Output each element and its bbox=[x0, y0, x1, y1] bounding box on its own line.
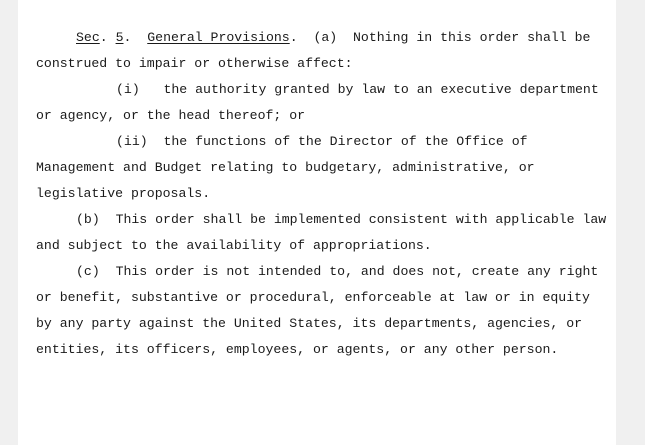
paragraph-a-start: . (a) Nothing in this order shall be bbox=[289, 30, 591, 45]
document-page bbox=[18, 0, 616, 445]
section-number: 5 bbox=[115, 30, 124, 45]
section-label-separator: . bbox=[99, 30, 116, 45]
paragraph-b-line-2: and subject to the availability of appropriations. bbox=[36, 238, 432, 253]
section-label: Sec bbox=[76, 30, 100, 45]
section-heading-line bbox=[76, 30, 590, 46]
clause-ii-line-1: (ii) the functions of the Director of the Office of bbox=[116, 134, 528, 149]
clause-i-line-2: or agency, or the head thereof; or bbox=[36, 108, 306, 123]
paragraph-c-line-2: or benefit, substantive or procedural, enforceable at law or in equity bbox=[36, 290, 590, 305]
clause-ii-line-3: legislative proposals. bbox=[36, 186, 211, 201]
clause-i-line-1: (i) the authority granted by law to an executive department bbox=[116, 82, 599, 97]
clause-ii-line-2: Management and Budget relating to budgetary, administrative, or bbox=[36, 160, 535, 175]
paragraph-c-line-1: (c) This order is not intended to, and does not, create any right bbox=[76, 264, 599, 279]
section-number-separator: . bbox=[123, 30, 148, 45]
paragraph-b-line-1: (b) This order shall be implemented consistent with applicable law bbox=[76, 212, 607, 227]
paragraph-a-line-2: construed to impair or otherwise affect: bbox=[36, 56, 353, 71]
paragraph-c-line-3: by any party against the United States, its departments, agencies, or bbox=[36, 316, 583, 331]
paragraph-c-line-4: entities, its officers, employees, or agents, or any other person. bbox=[36, 342, 559, 357]
section-title: General Provisions bbox=[147, 30, 290, 45]
